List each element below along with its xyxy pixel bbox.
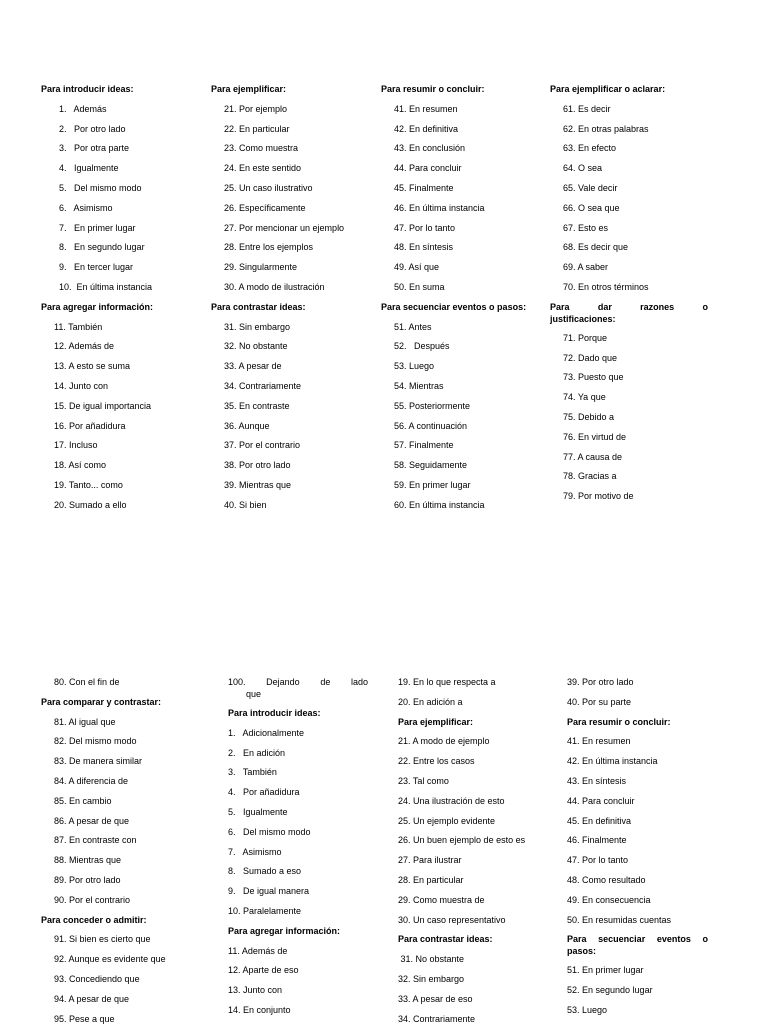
list-item: 30. Un caso representativo bbox=[398, 914, 506, 925]
list-item: 2. En adición bbox=[228, 747, 286, 758]
list-item: 81. Al igual que bbox=[54, 716, 116, 727]
list-item: 85. En cambio bbox=[54, 795, 112, 806]
list-item: 50. En resumidas cuentas bbox=[567, 914, 672, 925]
section-heading: Para ejemplificar: bbox=[398, 716, 474, 727]
list-item: 4. Igualmente bbox=[59, 163, 119, 174]
list-item: 11. También bbox=[54, 321, 103, 332]
list-item: 14. Junto con bbox=[54, 380, 109, 391]
list-item: 20. Sumado a ello bbox=[54, 499, 127, 510]
list-item: 37. Por el contrario bbox=[224, 440, 301, 451]
section-heading: Para agregar información: bbox=[41, 301, 154, 312]
section-heading: Para conceder o admitir: bbox=[41, 914, 147, 925]
list-item: 79. Por motivo de bbox=[563, 491, 634, 502]
list-item: 60. En última instancia bbox=[394, 499, 485, 510]
list-item: 38. Por otro lado bbox=[224, 460, 291, 471]
list-item: 67. Esto es bbox=[563, 222, 609, 233]
list-item: 22. Entre los casos bbox=[398, 756, 475, 767]
list-item: 20. En adición a bbox=[398, 696, 463, 707]
list-item: 72. Dado que bbox=[563, 352, 618, 363]
list-item: 42. En definitiva bbox=[394, 123, 459, 134]
top-column-1 bbox=[41, 83, 209, 519]
list-item: 27. Por mencionar un ejemplo bbox=[224, 222, 345, 233]
list-item: 25. Un caso ilustrativo bbox=[224, 182, 313, 193]
bottom-column-3 bbox=[398, 676, 566, 1032]
list-item: 65. Vale decir bbox=[563, 182, 618, 193]
list-item: 2. Por otro lado bbox=[59, 123, 126, 134]
bottom-column-2 bbox=[228, 676, 368, 1024]
list-item: 9. De igual manera bbox=[228, 886, 310, 897]
list-item: 88. Mientras que bbox=[54, 855, 122, 866]
section-heading: Para ejemplificar: bbox=[211, 84, 287, 94]
list-item: 89. Por otro lado bbox=[54, 874, 121, 885]
list-item: 1. Adicionalmente bbox=[228, 727, 305, 738]
list-item: 27. Para ilustrar bbox=[398, 855, 462, 866]
list-item: 1. Además bbox=[59, 103, 107, 114]
list-item: 59. En primer lugar bbox=[394, 479, 471, 490]
list-item: 17. Incluso bbox=[54, 440, 98, 451]
list-item: 33. A pesar de eso bbox=[398, 993, 473, 1004]
list-item: 73. Puesto que bbox=[563, 372, 624, 383]
list-item: 30. A modo de ilustración bbox=[224, 281, 325, 292]
list-item: 23. Como muestra bbox=[224, 143, 299, 154]
top-column-4 bbox=[550, 83, 708, 510]
list-item: 13. Junto con bbox=[228, 985, 283, 996]
list-item: 39. Mientras que bbox=[224, 479, 292, 490]
list-item: 34. Contrariamente bbox=[398, 1013, 476, 1024]
list-item: 10. Paralelamente bbox=[228, 905, 302, 916]
list-item: 28. Entre los ejemplos bbox=[224, 242, 314, 253]
list-item: 6. Del mismo modo bbox=[228, 826, 311, 837]
list-item: 53. Luego bbox=[567, 1004, 608, 1015]
list-item: 68. Es decir que bbox=[563, 242, 629, 253]
list-item: 32. Sin embargo bbox=[398, 973, 465, 984]
list-item: 84. A diferencia de bbox=[54, 775, 129, 786]
list-item: 26. Un buen ejemplo de esto es bbox=[398, 835, 526, 846]
list-item: 95. Pese a que bbox=[54, 1013, 115, 1024]
list-item: 52. Después bbox=[394, 341, 450, 352]
list-item: 23. Tal como bbox=[398, 775, 449, 786]
list-item: 71. Porque bbox=[563, 332, 608, 343]
list-item: 8. En segundo lugar bbox=[59, 242, 145, 253]
list-item bbox=[228, 676, 368, 707]
list-item: 51. Antes bbox=[394, 321, 432, 332]
list-item: 57. Finalmente bbox=[394, 440, 454, 451]
list-item: 48. En síntesis bbox=[394, 242, 454, 253]
list-item: 15. De igual importancia bbox=[54, 400, 152, 411]
section-heading: Para introducir ideas: bbox=[228, 708, 321, 718]
list-item: 31. No obstante bbox=[398, 954, 465, 965]
list-item: 26. Específicamente bbox=[224, 202, 306, 213]
list-item: 69. A saber bbox=[563, 262, 609, 273]
line-2: que bbox=[246, 689, 262, 699]
list-item: 44. Para concluir bbox=[567, 795, 635, 806]
line-2: pasos: bbox=[567, 946, 597, 957]
list-item: 21. Por ejemplo bbox=[224, 103, 288, 114]
list-item: 48. Como resultado bbox=[567, 874, 646, 885]
list-item: 42. En última instancia bbox=[567, 756, 658, 767]
list-item: 74. Ya que bbox=[563, 392, 606, 403]
section-heading bbox=[550, 301, 708, 332]
section-heading: Para resumir o concluir: bbox=[567, 716, 671, 727]
list-item: 87. En contraste con bbox=[54, 835, 137, 846]
list-item: 45. En definitiva bbox=[567, 815, 632, 826]
list-item: 90. Por el contrario bbox=[54, 894, 131, 905]
list-item: 29. Singularmente bbox=[224, 262, 298, 273]
list-item: 25. Un ejemplo evidente bbox=[398, 815, 496, 826]
line-1: 100. Dejando de lado bbox=[228, 677, 368, 687]
list-item: 44. Para concluir bbox=[394, 163, 462, 174]
top-column-3 bbox=[381, 83, 549, 519]
list-item: 55. Posteriormente bbox=[394, 400, 471, 411]
list-item: 5. Igualmente bbox=[228, 806, 288, 817]
list-item: 34. Contrariamente bbox=[224, 380, 302, 391]
list-item: 19. Tanto... como bbox=[54, 479, 123, 490]
list-item: 46. Finalmente bbox=[567, 835, 627, 846]
list-item: 7. En primer lugar bbox=[59, 222, 136, 233]
list-item: 32. No obstante bbox=[224, 341, 288, 352]
list-item: 75. Debido a bbox=[563, 411, 615, 422]
list-item: 58. Seguidamente bbox=[394, 460, 468, 471]
list-item: 29. Como muestra de bbox=[398, 894, 485, 905]
section-heading: Para introducir ideas: bbox=[41, 84, 134, 94]
section-heading: Para secuenciar eventos o pasos: bbox=[381, 301, 527, 312]
list-item: 31. Sin embargo bbox=[224, 321, 291, 332]
line-1: Para dar razones o bbox=[550, 301, 708, 312]
list-item: 78. Gracias a bbox=[563, 471, 617, 482]
list-item: 4. Por añadidura bbox=[228, 787, 300, 798]
section-heading: Para agregar información: bbox=[228, 925, 341, 936]
list-item: 36. Aunque bbox=[224, 420, 270, 431]
section-heading: Para contrastar ideas: bbox=[398, 934, 493, 945]
list-item: 6. Asimismo bbox=[59, 202, 113, 213]
list-item: 16. Por añadidura bbox=[54, 420, 126, 431]
list-item: 8. Sumado a eso bbox=[228, 866, 302, 877]
list-item: 39. Por otro lado bbox=[567, 677, 634, 687]
list-item: 11. Además de bbox=[228, 945, 288, 956]
list-item: 64. O sea bbox=[563, 163, 603, 174]
list-item: 18. Así como bbox=[54, 460, 107, 471]
list-item: 14. En conjunto bbox=[228, 1004, 291, 1015]
list-item: 54. Mientras bbox=[394, 380, 444, 391]
list-item: 77. A causa de bbox=[563, 451, 623, 462]
list-item: 61. Es decir bbox=[563, 103, 611, 114]
list-item: 24. Una ilustración de esto bbox=[398, 795, 505, 806]
line-2: justificaciones: bbox=[550, 313, 616, 324]
list-item: 47. Por lo tanto bbox=[567, 855, 629, 866]
list-item: 12. Aparte de eso bbox=[228, 965, 299, 976]
list-item: 83. De manera similar bbox=[54, 756, 143, 767]
section-heading: Para comparar y contrastar: bbox=[41, 696, 162, 707]
section-heading: Para ejemplificar o aclarar: bbox=[550, 84, 666, 94]
list-item: 3. También bbox=[228, 767, 277, 778]
list-item: 91. Si bien es cierto que bbox=[54, 934, 151, 945]
list-item: 49. En consecuencia bbox=[567, 894, 651, 905]
list-item: 94. A pesar de que bbox=[54, 993, 130, 1004]
list-item: 46. En última instancia bbox=[394, 202, 485, 213]
list-item: 19. En lo que respecta a bbox=[398, 677, 496, 687]
list-item: 22. En particular bbox=[224, 123, 290, 134]
list-item: 41. En resumen bbox=[394, 103, 458, 114]
list-item: 82. Del mismo modo bbox=[54, 736, 137, 747]
list-item: 62. En otras palabras bbox=[563, 123, 649, 134]
list-item: 49. Así que bbox=[394, 262, 440, 273]
list-item: 63. En efecto bbox=[563, 143, 617, 154]
section-heading: Para contrastar ideas: bbox=[211, 301, 306, 312]
list-item: 70. En otros términos bbox=[563, 281, 649, 292]
list-item: 7. Asimismo bbox=[228, 846, 282, 857]
list-item: 40. Si bien bbox=[224, 499, 267, 510]
list-item: 86. A pesar de que bbox=[54, 815, 130, 826]
list-item: 56. A continuación bbox=[394, 420, 468, 431]
list-item: 45. Finalmente bbox=[394, 182, 454, 193]
list-item: 9. En tercer lugar bbox=[59, 262, 134, 273]
list-item: 40. Por su parte bbox=[567, 696, 632, 707]
list-item: 35. En contraste bbox=[224, 400, 290, 411]
list-item: 53. Luego bbox=[394, 361, 435, 372]
bottom-column-4 bbox=[567, 676, 708, 1024]
list-item: 76. En virtud de bbox=[563, 431, 627, 442]
list-item: 50. En suma bbox=[394, 281, 445, 292]
list-item: 80. Con el fin de bbox=[54, 677, 120, 687]
list-item: 5. Del mismo modo bbox=[59, 182, 142, 193]
list-item: 10. En última instancia bbox=[59, 281, 153, 292]
list-item: 66. O sea que bbox=[563, 202, 620, 213]
list-item: 43. En síntesis bbox=[567, 775, 627, 786]
bottom-column-1 bbox=[41, 676, 209, 1032]
list-item: 51. En primer lugar bbox=[567, 965, 644, 976]
list-item: 28. En particular bbox=[398, 874, 464, 885]
list-item: 13. A esto se suma bbox=[54, 361, 131, 372]
list-item: 21. A modo de ejemplo bbox=[398, 736, 490, 747]
list-item: 92. Aunque es evidente que bbox=[54, 954, 166, 965]
list-item: 12. Además de bbox=[54, 341, 115, 352]
list-item: 3. Por otra parte bbox=[59, 143, 130, 154]
list-item: 41. En resumen bbox=[567, 736, 631, 747]
list-item: 33. A pesar de bbox=[224, 361, 282, 372]
list-item: 43. En conclusión bbox=[394, 143, 466, 154]
list-item: 24. En este sentido bbox=[224, 163, 302, 174]
list-item: 47. Por lo tanto bbox=[394, 222, 456, 233]
section-heading bbox=[567, 933, 708, 964]
top-column-2 bbox=[211, 83, 379, 519]
list-item: 93. Concediendo que bbox=[54, 973, 140, 984]
section-heading: Para resumir o concluir: bbox=[381, 84, 485, 94]
line-1: Para secuenciar eventos o bbox=[567, 934, 708, 945]
list-item: 52. En segundo lugar bbox=[567, 985, 653, 996]
